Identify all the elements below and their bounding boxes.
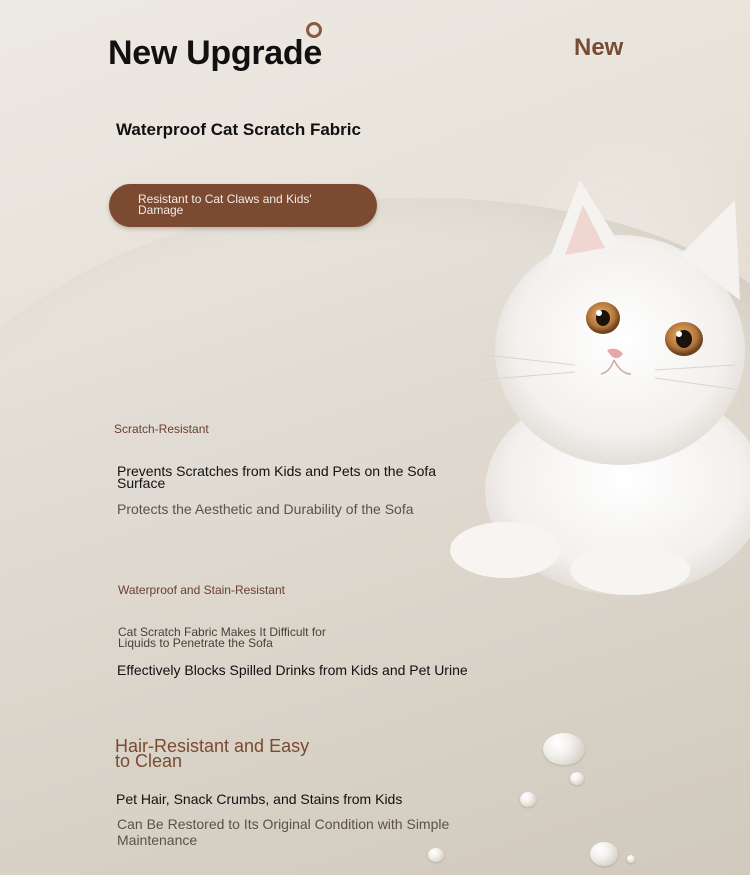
new-badge: New [574, 34, 624, 61]
feature-pill-label: Resistant to Cat Claws and Kids' Damage [138, 192, 312, 217]
feature-heading-scratch-resistant: Scratch-Resistant [114, 422, 209, 436]
water-droplet-icon [590, 842, 618, 866]
feature-pill [109, 184, 377, 227]
page-title: New Upgrade [108, 34, 322, 72]
water-droplet-icon [428, 848, 444, 862]
water-droplet-icon [627, 855, 635, 863]
feature-text: Prevents Scratches from Kids and Pets on the Sofa Surface [117, 463, 437, 491]
feature-heading-hair-resistant: Hair-Resistant and Easy to Clean [115, 736, 310, 771]
feature-text: Effectively Blocks Spilled Drinks from Kids and Pet Urine [117, 662, 468, 678]
water-droplet-icon [520, 792, 536, 807]
feature-heading-waterproof: Waterproof and Stain-Resistant [118, 583, 285, 597]
subtitle: Waterproof Cat Scratch Fabric [116, 120, 361, 139]
feature-text: Can Be Restored to Its Original Condition with Simple Maintenance [117, 816, 450, 848]
feature-text: Cat Scratch Fabric Makes It Difficult for Liquids to Penetrate the Sofa [118, 625, 326, 650]
ring-icon [306, 22, 322, 38]
water-droplet-icon [570, 772, 584, 785]
white-kitten-image [395, 160, 750, 600]
feature-text: Pet Hair, Snack Crumbs, and Stains from Kids [116, 791, 403, 807]
feature-text: Protects the Aesthetic and Durability of the Sofa [117, 501, 414, 517]
water-droplet-icon [543, 733, 585, 765]
